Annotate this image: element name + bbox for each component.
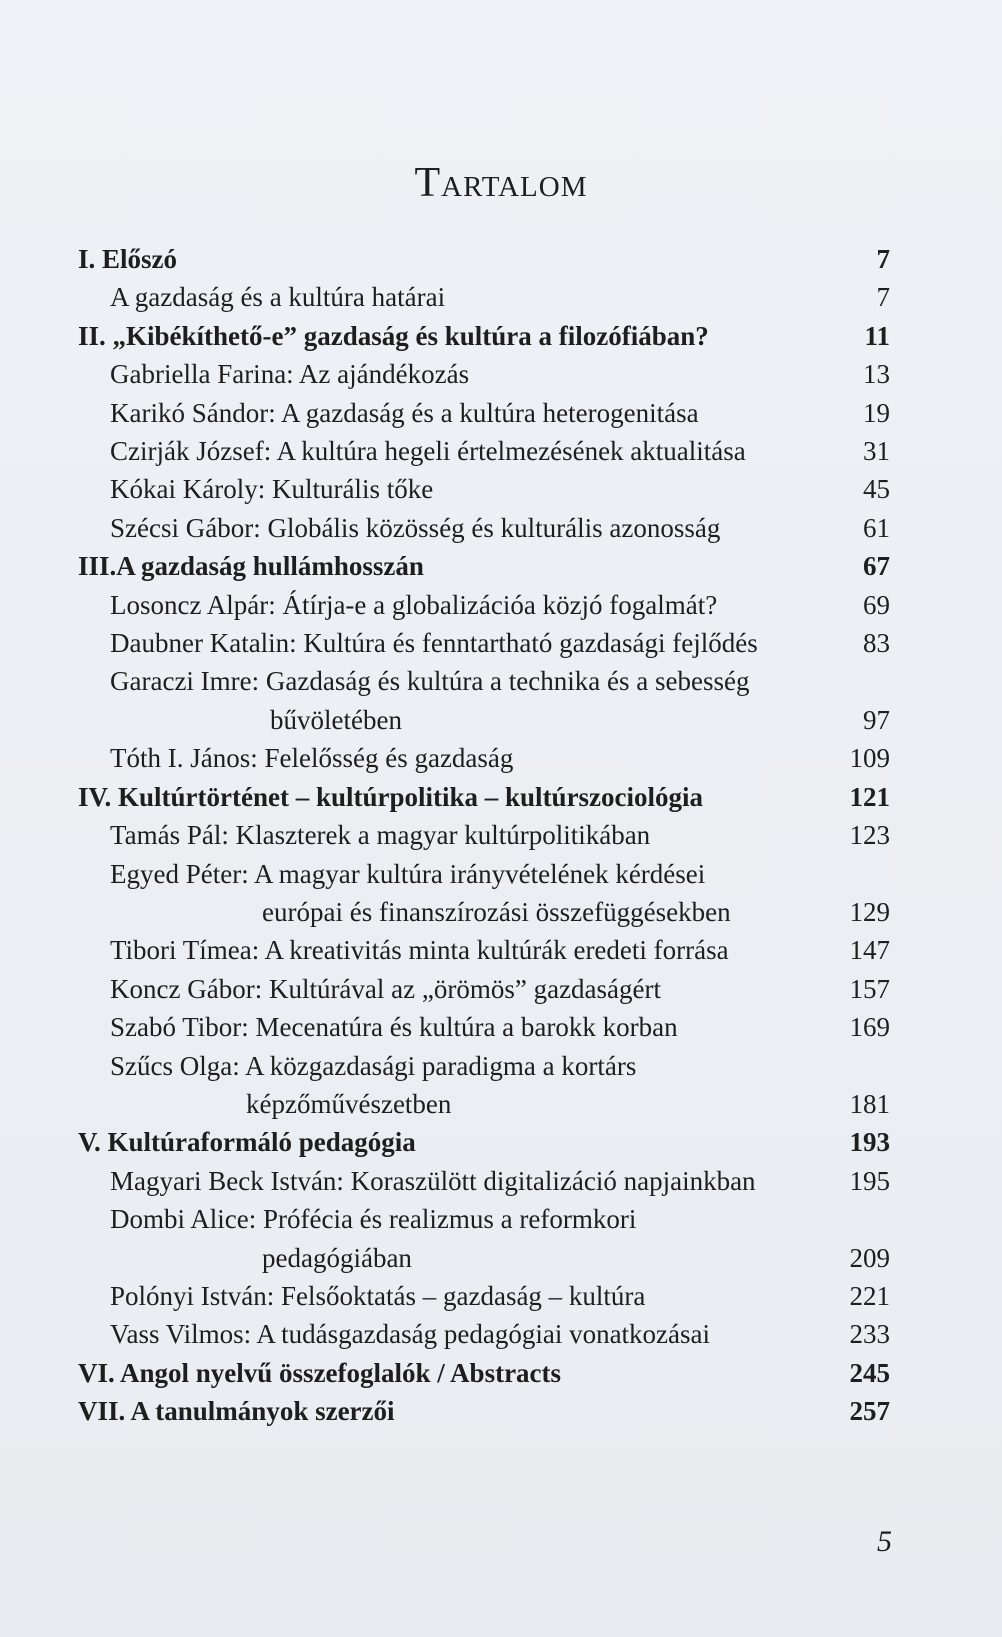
- toc-entry-title-line: III.A gazdaság hullámhosszán: [78, 551, 424, 582]
- toc-section: [78, 1123, 890, 1161]
- toc-entry-title: [110, 816, 840, 854]
- page-number: 5: [877, 1525, 892, 1558]
- toc-entry-title: [110, 739, 840, 777]
- toc-entry-title: [110, 355, 840, 393]
- toc-entry-title-line: A gazdaság és a kultúra határai: [110, 282, 446, 313]
- toc-page-number: 129: [849, 896, 890, 927]
- toc-entry: [78, 624, 890, 662]
- toc-entry-title-continuation: képzőművészetben: [246, 1088, 452, 1119]
- toc-entry-title-line: II. „Kibékíthető-e” gazdaság és kultúra a filozófiában?: [78, 320, 709, 351]
- toc-entry-title: [110, 662, 840, 739]
- toc-page-number: 97: [863, 704, 890, 735]
- toc-page-number: 193: [849, 1127, 890, 1158]
- toc-page-number: 209: [849, 1242, 890, 1273]
- toc-entry-title-line: VI. Angol nyelvű összefoglalók / Abstracts: [78, 1357, 562, 1388]
- toc-page-number: 7: [876, 244, 890, 274]
- toc-section: [78, 1354, 890, 1392]
- toc-entry-title-line: Tamás Pál: Klaszterek a magyar kultúrpolitikában: [110, 820, 651, 851]
- toc-entry-title: [78, 317, 840, 355]
- toc-entry-title-line: Daubner Katalin: Kultúra és fenntartható gazdasági fejlődés: [110, 628, 758, 659]
- toc-entry-title: [110, 970, 840, 1008]
- toc-entry-title: [110, 509, 840, 547]
- toc-page-number: 245: [849, 1357, 890, 1388]
- toc-entry-title-line: Szécsi Gábor: Globális közösség és kulturális azonosság: [110, 512, 721, 543]
- toc-entry-title: [110, 1277, 840, 1315]
- toc-page-number: 69: [863, 589, 890, 620]
- toc-page-number: 147: [849, 935, 890, 966]
- toc-page-number: 11: [864, 320, 890, 351]
- toc-entry-title: [110, 1200, 840, 1277]
- toc-entry-title: [110, 278, 840, 316]
- toc-entry-title: [110, 432, 840, 470]
- toc-entry-title-line: Dombi Alice: Prófécia és realizmus a reformkori: [110, 1204, 637, 1235]
- toc-entry-title-line: Tóth I. János: Felelősség és gazdaság: [110, 743, 514, 774]
- toc-entry-title-continuation: pedagógiában: [262, 1242, 412, 1273]
- toc-page-number: 123: [849, 820, 890, 851]
- toc-entry-title-continuation: bűvöletében: [270, 704, 402, 735]
- toc-section: [78, 1392, 890, 1430]
- toc-section: [78, 547, 890, 585]
- toc-entry-title-line: Losoncz Alpár: Átírja-e a globalizációa közjó fogalmát?: [110, 589, 718, 620]
- toc-entry-title-line: Magyari Beck István: Koraszülött digitalizáció napjainkban: [110, 1165, 756, 1196]
- toc-entry-title: [78, 1354, 840, 1392]
- toc-entry: [78, 1315, 890, 1353]
- toc-page-number: 13: [863, 359, 890, 390]
- toc-entry-title: [110, 1008, 840, 1046]
- toc-entry-title: [78, 240, 840, 278]
- toc-entry-title: [110, 586, 840, 624]
- toc-entry-title-line: I. Előszó: [78, 244, 178, 274]
- toc-entry-title-line: Szabó Tibor: Mecenatúra és kultúra a barokk korban: [110, 1012, 678, 1043]
- toc-page-number: 121: [849, 781, 890, 812]
- toc-entry: [78, 931, 890, 969]
- toc-entry-title-line: Tibori Tímea: A kreativitás minta kultúrák eredeti forrása: [110, 935, 729, 966]
- toc-entry: [78, 1162, 890, 1200]
- toc-page-number: 169: [849, 1012, 890, 1043]
- toc-entry: [78, 509, 890, 547]
- toc-entry: [78, 1008, 890, 1046]
- toc-entry-title-line: IV. Kultúrtörténet – kultúrpolitika – kultúrszociológia: [78, 781, 704, 812]
- table-of-contents: [78, 240, 890, 1431]
- toc-entry: [78, 1047, 890, 1124]
- toc-entry-title-line: Polónyi István: Felsőoktatás – gazdaság – kultúra: [110, 1280, 646, 1311]
- toc-entry-title: [110, 855, 840, 932]
- page-title: Tartalom: [414, 160, 588, 206]
- toc-entry: [78, 739, 890, 777]
- toc-entry-title: [78, 1123, 840, 1161]
- toc-entry-title-line: VII. A tanulmányok szerzői: [78, 1396, 395, 1427]
- toc-entry-title: [110, 394, 840, 432]
- toc-section: [78, 317, 890, 355]
- toc-entry-title-line: Gabriella Farina: Az ajándékozás: [110, 359, 470, 390]
- toc-section: [78, 240, 890, 278]
- toc-page-number: 61: [863, 512, 890, 543]
- toc-page-number: 157: [849, 973, 890, 1004]
- toc-page-number: 7: [876, 282, 890, 313]
- toc-entry-title: [78, 778, 840, 816]
- toc-entry: [78, 394, 890, 432]
- toc-entry-title: [110, 470, 840, 508]
- toc-entry-title-continuation: európai és finanszírozási összefüggésekben: [262, 896, 731, 927]
- toc-entry-title-line: Szűcs Olga: A közgazdasági paradigma a kortárs: [110, 1050, 637, 1081]
- toc-entry: [78, 470, 890, 508]
- toc-entry: [78, 816, 890, 854]
- toc-entry-title: [110, 1047, 840, 1124]
- toc-section: [78, 778, 890, 816]
- toc-page-number: 45: [863, 474, 890, 505]
- toc-page-number: 257: [849, 1396, 890, 1427]
- toc-page-number: 83: [863, 628, 890, 659]
- toc-page-number: 109: [849, 743, 890, 774]
- toc-page-number: 19: [863, 397, 890, 428]
- toc-entry-title: [110, 931, 840, 969]
- toc-page-number: 31: [863, 436, 890, 467]
- toc-entry-title-line: Kókai Károly: Kulturális tőke: [110, 474, 434, 505]
- toc-entry-title-line: Egyed Péter: A magyar kultúra irányvételének kérdései: [110, 858, 706, 889]
- toc-page-number: 181: [849, 1088, 890, 1119]
- toc-entry: [78, 1200, 890, 1277]
- toc-entry-title: [110, 1315, 840, 1353]
- toc-entry: [78, 278, 890, 316]
- toc-entry: [78, 662, 890, 739]
- toc-entry: [78, 586, 890, 624]
- toc-page-number: 233: [849, 1319, 890, 1350]
- toc-page-number: 67: [863, 551, 890, 582]
- toc-entry-title-line: Czirják József: A kultúra hegeli értelmezésének aktualitása: [110, 436, 746, 467]
- toc-entry-title: [110, 624, 840, 662]
- toc-entry-title-line: Koncz Gábor: Kultúrával az „örömös” gazdaságért: [110, 973, 662, 1004]
- toc-entry: [78, 1277, 890, 1315]
- toc-entry-title: [110, 1162, 840, 1200]
- toc-page-number: 195: [849, 1165, 890, 1196]
- toc-entry-title: [78, 1392, 840, 1430]
- toc-entry-title-line: Garaczi Imre: Gazdaság és kultúra a technika és a sebesség: [110, 666, 750, 697]
- toc-entry: [78, 855, 890, 932]
- toc-entry-title-line: Karikó Sándor: A gazdaság és a kultúra heterogenitása: [110, 397, 699, 428]
- toc-page-number: 221: [849, 1280, 890, 1311]
- toc-entry-title: [78, 547, 840, 585]
- toc-entry-title-line: Vass Vilmos: A tudásgazdaság pedagógiai vonatkozásai: [110, 1319, 711, 1350]
- toc-entry: [78, 355, 890, 393]
- toc-entry: [78, 970, 890, 1008]
- toc-entry: [78, 432, 890, 470]
- toc-entry-title-line: V. Kultúraformáló pedagógia: [78, 1127, 416, 1158]
